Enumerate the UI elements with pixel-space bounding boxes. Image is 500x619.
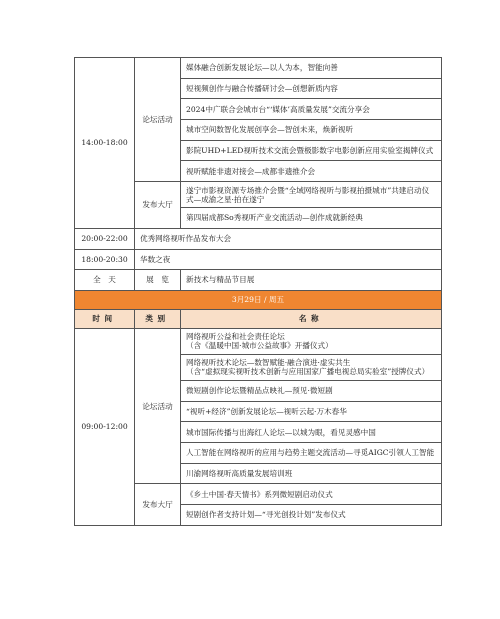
- event-cell: 媒体融合创新发展论坛—以人为本，智能向善: [181, 58, 442, 79]
- event-cell: 华数之夜: [135, 249, 442, 270]
- event-cell: 视听赋能非遗对接会—成都非遗推介会: [181, 161, 442, 182]
- event-cell: 优秀网络视听作品发布大会: [135, 228, 442, 249]
- category-cell: 展 览: [135, 270, 181, 291]
- time-cell: 14:00-18:00: [75, 58, 135, 229]
- event-cell: 影院UHD+LED视听技术交流会暨极影数字电影创新应用实验室揭牌仪式: [181, 140, 442, 161]
- event-cell: 《乡土中国·春天情书》系列微短剧启动仪式: [181, 484, 442, 505]
- time-cell: 全 天: [75, 270, 135, 291]
- header-time: 时间: [75, 309, 135, 328]
- category-cell: 发布大厅: [135, 484, 181, 525]
- date-banner: 3月29日 / 周五: [75, 290, 442, 309]
- event-title: 网络视听技术论坛—数智赋能·融合演进·虚实共生: [186, 358, 351, 368]
- category-cell: 发布大厅: [135, 182, 181, 229]
- time-cell: 09:00-12:00: [75, 328, 135, 525]
- event-subtitle: （含《温暖中国·城市公益故事》开播仪式）: [186, 341, 333, 351]
- event-cell: 微短剧创作论坛暨精品点映礼—预见·微短剧: [181, 380, 442, 401]
- time-cell: 20:00-22:00: [75, 228, 135, 249]
- event-title: 网络视听公益和社会责任论坛: [186, 332, 285, 342]
- event-subtitle: （含“虚拟现实视听技术创新与应用国家广播电视总局实验室”授牌仪式）: [186, 367, 430, 377]
- header-category: 类别: [135, 309, 181, 328]
- time-cell: 18:00-20:30: [75, 249, 135, 270]
- event-cell: [181, 328, 442, 354]
- schedule-table: [74, 57, 442, 526]
- event-cell: 短剧创作者支持计划—“寻光创投计划”发布仪式: [181, 505, 442, 526]
- event-cell: 川渝网络视听高质量发展培训班: [181, 463, 442, 484]
- event-cell: 城市空间数智化发展创享会—智创未来，焕新视听: [181, 120, 442, 141]
- event-cell: 2024中广联合会城市台“‘媒体’高质量发展”交流分享会: [181, 99, 442, 120]
- event-cell: 人工智能在网络视听的应用与趋势主题交流活动—寻觅AIGC引领人工智能: [181, 442, 442, 463]
- event-cell: [181, 354, 442, 380]
- event-cell: 遂宁市影视资源专场推介会暨“全域网络视听与影视拍摄城市”共建启动仪式—成渝之星·拍在遂宁: [181, 182, 442, 208]
- category-cell: 论坛活动: [135, 58, 181, 182]
- event-cell: “视听+经济”创新发展论坛—视听云起·万木春华: [181, 401, 442, 422]
- event-cell: 第四届成都So秀视听产业交流活动—创作成就新经典: [181, 208, 442, 229]
- category-cell: 论坛活动: [135, 328, 181, 483]
- event-cell: 城市国际传播与出海红人论坛—以城为眼，看见灵感中国: [181, 422, 442, 443]
- header-name: 名称: [181, 309, 442, 328]
- event-cell: 新技术与精品节目展: [181, 270, 442, 291]
- event-cell: 短视频创作与融合传播研讨会—创想新质内容: [181, 78, 442, 99]
